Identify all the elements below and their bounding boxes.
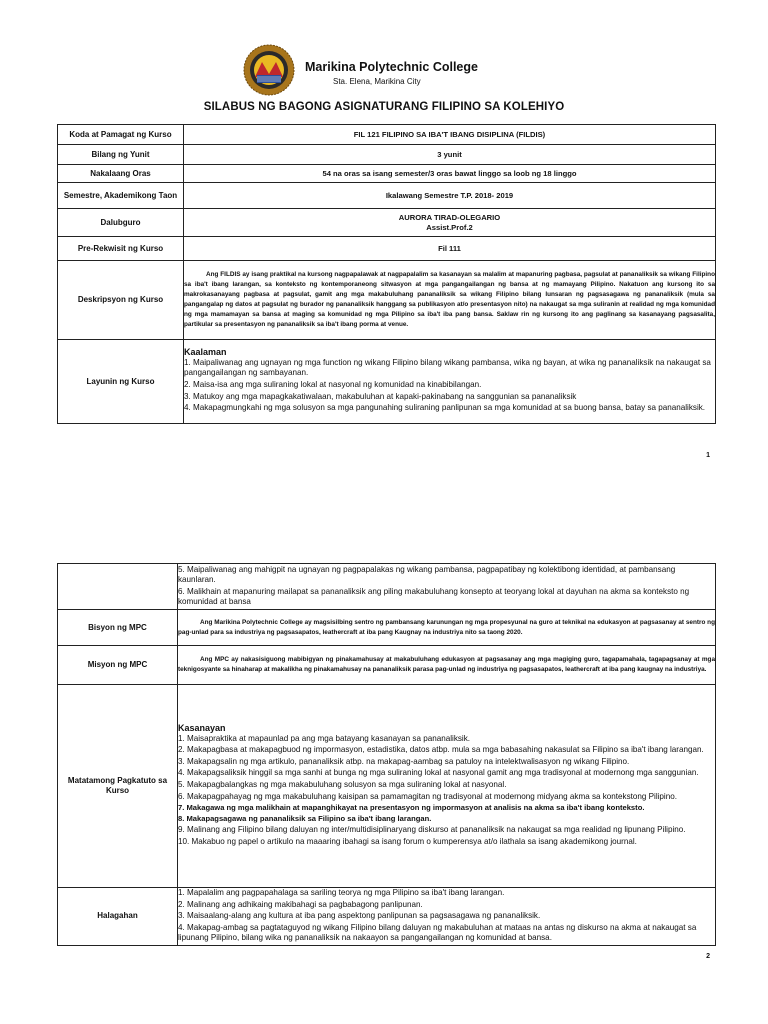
row-label-halagahan: Halagahan (58, 888, 178, 946)
skill-item: 8. Makapagsagawa ng pananaliksik sa Filipino sa iba't ibang larangan. (178, 814, 432, 824)
mission-text: Ang MPC ay nakasisiguong mabibigyan ng pinakamahusay at makabuluhang edukasyon at pagsasanay ang mga magiging guro, tagapamahala, tagapagsanay at mga teknigosyante sa hinaharap at makalikha ng pinakamahusay na pananaliksik parasa pag-unlad ng industriya ng pagsasapatos, leathercraft at iba pang kaugnay na industriya. (178, 656, 715, 673)
row-value-dalubguro (184, 209, 716, 237)
row-label-yunit: Bilang ng Yunit (58, 145, 184, 165)
row-label-oras: Nakalaang Oras (58, 165, 184, 183)
objective-item: 1. Maipaliwanag ang ugnayan ng mga function ng wikang Filipino bilang wikang pambansa, wika ng bayan, at wika ng pananaliksik na nakaugat sa pangangailangan ng sambayanan. (184, 358, 711, 378)
skill-item: 10. Makabuo ng papel o artikulo na maaaring ibahagi sa isang forum o kumperensya at/o ilathala sa isang akademikong journal. (178, 836, 637, 846)
row-value-deskripsyon (184, 261, 716, 340)
row-value-oras: 54 na oras sa isang semester/3 oras bawat linggo sa loob ng 18 linggo (184, 165, 716, 183)
course-description-text: Ang FILDIS ay isang praktikal na kursong nagpapalawak at nagpapalalim sa kasanayan sa malalim at mapanuring pagbasa, pagsulat at pananaliksik sa wikang Filipino sa iba't ibang larangan, sa konteksto ng kontemporaneong sitwasyon at mga pangangailangan ng bansa at ng mamayang Pilipino. Nakatuon ang kursong ito sa makrokasanayang pagbasa at pagsulat, gamit ang mga makabuluhang pananaliksik sa wikang Filipino bilang lunsaran ng pagsasagawa ng pananaliksik (mula sa pangangalap ng datos at pagsulat ng burador ng pananaliksik hanggang sa publikasyon at/o presentasyon nito) na nakaugat sa mga suliranin at realidad ng mga komunidad ng mga mamamayan sa bansa at maging sa komunidad ng mga Pilipino sa iba't iba pang bansa. Saklaw rin ng kursong ito ang paglinang sa kasanayang pagsasalita, partikular sa presentasyon ng pananaliksik sa iba't ibang porma at venue. (184, 271, 715, 328)
page-number: 2 (706, 953, 710, 960)
row-label-deskripsyon: Deskripsyon ng Kurso (58, 261, 184, 340)
page-gap (0, 480, 768, 555)
row-label-bisyon: Bisyon ng MPC (58, 610, 178, 646)
instructor-name: AURORA TIRAD-OLEGARIO (398, 212, 501, 222)
college-seal-logo (243, 44, 295, 96)
college-location: Sta. Elena, Marikina City (333, 77, 421, 86)
skill-item: 9. Malinang ang Filipino bilang daluyan ng inter/multidisiplinaryang diskurso at pananaliksik na nakaugat sa mga realidad ng lipunang Pilipino. (178, 825, 686, 835)
row-label-misyon: Misyon ng MPC (58, 646, 178, 685)
row-value-layunin (184, 340, 716, 424)
objective-item: 6. Malikhain at mapanuring mailapat sa pananaliksik ang piling makabuluhang konsepto at teoryang lokal at dayuhan na akma sa konteksto ng komunidad at bansa (178, 586, 690, 606)
row-label-matatamong: Matatamong Pagkatuto sa Kurso (58, 685, 178, 888)
row-value-bisyon (178, 610, 716, 646)
page-2 (0, 555, 768, 1024)
college-name: Marikina Polytechnic College (305, 60, 478, 74)
objective-item: 5. Maipaliwanag ang mahigpit na ugnayan ng pagpapalakas ng wikang pambansa, pagpapatibay ng kolektibong identidad, at pambansang kaunlaran. (178, 564, 676, 584)
row-label-semestre: Semestre, Akademikong Taon (58, 183, 184, 209)
objective-item: 3. Matukoy ang mga mapagkakatiwalaan, makabuluhan at kapaki-pakinabang na sanggunian sa pananaliksik (184, 391, 577, 401)
row-value-prerekwisit: Fil 111 (184, 237, 716, 261)
row-label-koda: Koda at Pamagat ng Kurso (58, 125, 184, 145)
instructor-rank: Assist.Prof.2 (426, 222, 473, 232)
page-1 (0, 0, 768, 480)
row-label-dalubguro: Dalubguro (58, 209, 184, 237)
vision-text: Ang Marikina Polytechnic College ay magsisilbing sentro ng pambansang karunungan ng mga propesyunal na guro at teknikal na edukasyon at pagsasanay at sentro ng pag-unlad para sa industriya ng pagsasapatos, leathercraft at iba pang Kaugnay na industriya nito sa taong 2020. (178, 618, 715, 636)
skill-item: 3. Makapagsalin ng mga artikulo, pananaliksik atbp. na makapag-aambag sa patuloy na intelektwalisasyon ng wikang Filipino. (178, 756, 630, 766)
skill-item: 5. Makapagbalangkas ng mga makabuluhang solusyon sa mga suliraning lokal at nasyonal. (178, 779, 507, 789)
document-title: SILABUS NG BAGONG ASIGNATURANG FILIPINO SA KOLEHIYO (203, 101, 565, 113)
row-value-misyon (178, 646, 716, 685)
syllabus-table-page-1 (57, 124, 716, 424)
row-value-semestre: Ikalawang Semestre T.P. 2018- 2019 (184, 183, 716, 209)
row-value-objectives-continued (178, 564, 716, 610)
value-item: 3. Maisaalang-alang ang kultura at iba pang aspektong panlipunan sa pagsasagawa ng pananaliksik. (178, 911, 541, 921)
row-value-kasanayan (178, 685, 716, 888)
row-value-koda: FIL 121 FILIPINO SA IBA'T IBANG DISIPLINA (FILDIS) (184, 125, 716, 145)
skill-item: 6. Makapagpahayag ng mga makabuluhang kaisipan sa pamamagitan ng tradisyonal at modernong midyang akma sa kontekstong Pilipino. (178, 791, 677, 801)
value-item: 2. Malinang ang adhikaing makibahagi sa pagbabagong panlipunan. (178, 899, 423, 909)
row-label-prerekwisit: Pre-Rekwisit ng Kurso (58, 237, 184, 261)
row-label-continued (58, 564, 178, 610)
row-value-yunit: 3 yunit (184, 145, 716, 165)
skill-item: 1. Maisapraktika at mapaunlad pa ang mga batayang kasanayan sa pananaliksik. (178, 733, 471, 743)
objective-item: 4. Makapagmungkahi ng mga solusyon sa mga pangunahing suliraning panlipunan sa mga komunidad at sa buong bansa, batay sa pananaliksik. (184, 403, 706, 413)
skill-item: 7. Makagawa ng mga malikhain at mapanghikayat na presentasyon ng impormasyon at analisis na akma sa iba't ibang konteksto. (178, 803, 645, 813)
page-number: 1 (706, 452, 710, 459)
row-label-layunin: Layunin ng Kurso (58, 340, 184, 424)
row-value-halagahan (178, 888, 716, 946)
skills-heading: Kasanayan (178, 722, 226, 733)
objectives-heading: Kaalaman (184, 347, 227, 358)
value-item: 4. Makapag-ambag sa pagtataguyod ng wikang Filipino bilang daluyan ng makabuluhan at mataas na antas ng diskurso na akma at nakaugat sa lipunang Pilipino, bilang wika ng pananaliksik na nakaayon sa pangangailangan ng komunidad at bansa. (178, 922, 697, 942)
skill-item: 2. Makapagbasa at makapagbuod ng impormasyon, estadistika, datos atbp. mula sa mga babasahing nakasulat sa Filipino sa iba't ibang larangan. (178, 745, 704, 755)
skill-item: 4. Makapagsaliksik hinggil sa mga sanhi at bunga ng mga suliraning lokal at nasyonal gamit ang mga tradisyonal at modernong mga sanggunian. (178, 768, 699, 778)
value-item: 1. Mapalalim ang pagpapahalaga sa sariling teorya ng mga Pilipino sa iba't ibang larangan. (178, 888, 505, 897)
syllabus-table-page-2 (57, 563, 716, 946)
objective-item: 2. Maisa-isa ang mga suliraning lokal at nasyonal ng komunidad na kinabibilangan. (184, 379, 482, 389)
